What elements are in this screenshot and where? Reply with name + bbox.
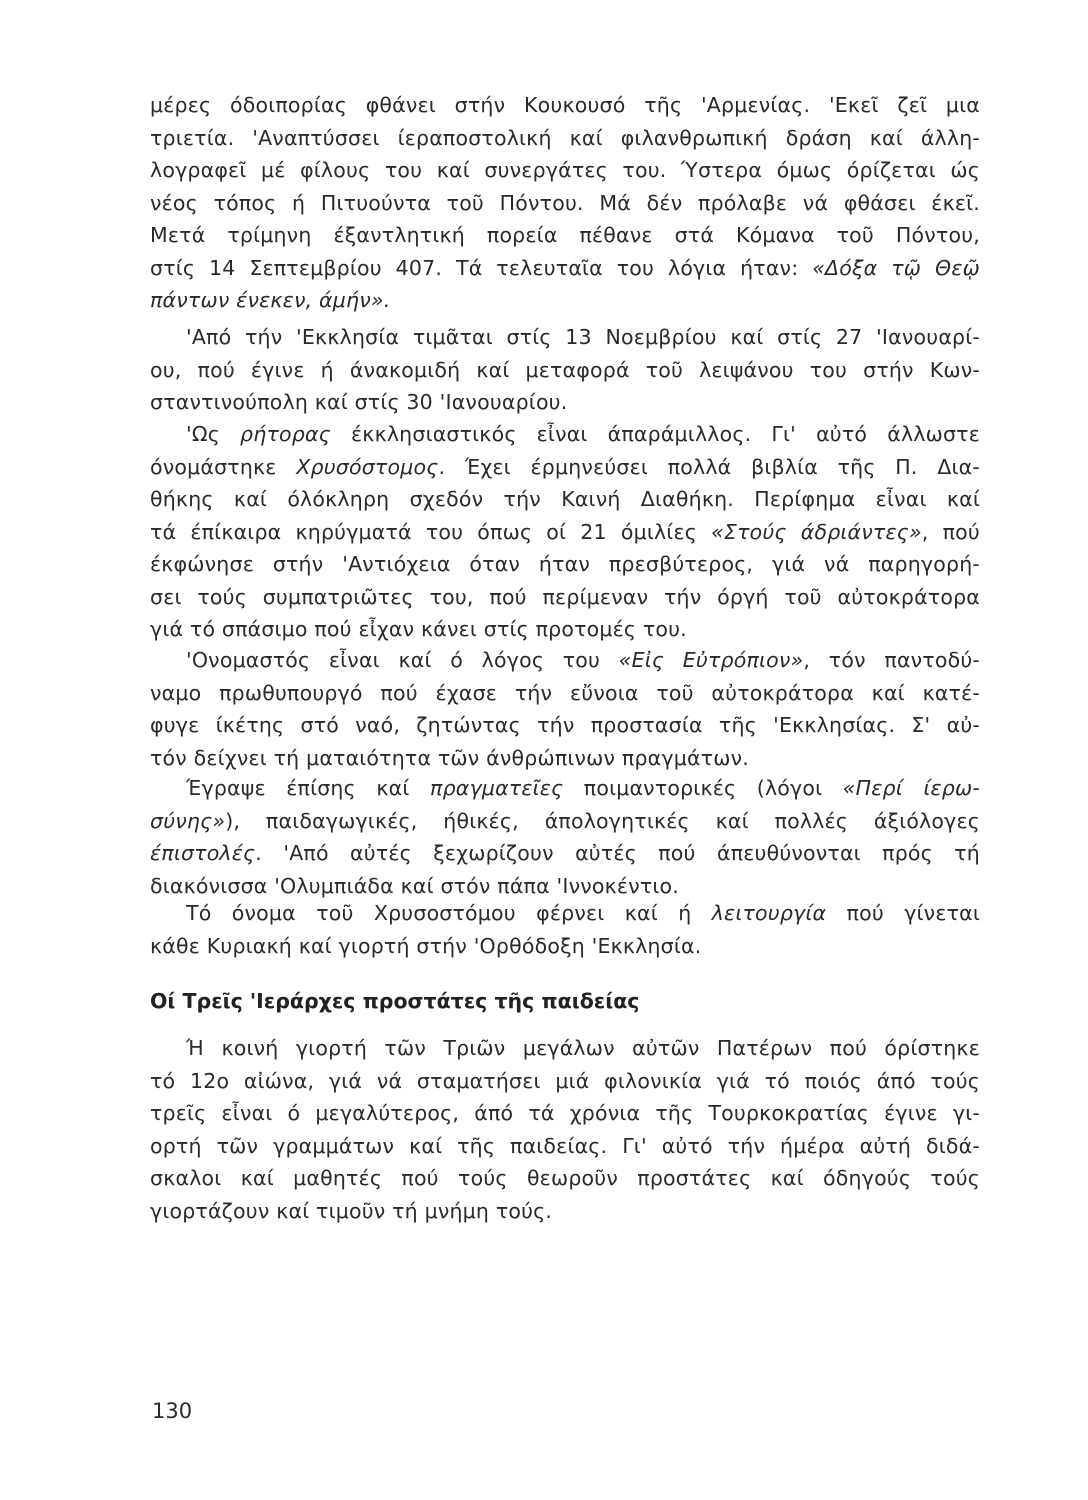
text-line: όνομάστηκε Χρυσόστομος. Έχει έρμηνεύσει πολλά βιβλία τῆς Π. Δια- — [150, 454, 980, 479]
text-line: τό 12ο αἰώνα, γιά νά σταματήσει μιά φιλονικία γιά τό ποιός άπό τούς — [150, 1068, 980, 1093]
text-line: ου, πού έγινε ή άνακομιδή καί μεταφορά τοῦ λειψάνου του στήν Κων- — [150, 357, 980, 382]
text-line: 'Ονομαστός εἶναι καί ό λόγος του «Εἰς Εὐτρόπιον», τόν παντοδύ- — [186, 648, 980, 672]
text-line: 'Από τήν 'Εκκλησία τιμᾶται στίς 13 Νοεμβρίου καί στίς 27 'Ιανουαρί- — [186, 325, 980, 349]
text-line: γιά τό σπάσιμο πού εἶχαν κάνει στίς προτομές του. — [150, 617, 687, 641]
text-line: Ή κοινή γιορτή τῶν Τριῶν μεγάλων αὐτῶν Πατέρων πού όρίστηκε — [186, 1036, 980, 1060]
text-line: διακόνισσα 'Ολυμπιάδα καί στόν πάπα 'Ιννοκέντιο. — [150, 873, 679, 898]
text-line: γιορτάζουν καί τιμοῦν τή μνήμη τούς. — [150, 1198, 553, 1223]
paragraph-liturgy — [150, 897, 980, 962]
text-line: φυγε ίκέτης στό ναό, ζητώντας τήν προστασία τῆς 'Εκκλησίας. Σ' αὐ- — [150, 713, 980, 737]
text-line: έπιστολές. 'Από αὐτές ξεχωρίζουν αὐτές πού άπευθύνονται πρός τή — [150, 841, 980, 865]
text-line: σταντινούπολη καί στίς 30 'Ιανουαρίου. — [150, 390, 568, 414]
text-line: μέρες όδοιπορίας φθάνει στήν Κουκουσό τῆς 'Αρμενίας. 'Εκεῖ ζεῖ μια — [150, 93, 980, 117]
text-line — [150, 284, 980, 317]
text-line: τριετία. 'Αναπτύσσει ίεραποστολική καί φιλανθρωπική δράση καί άλλη- — [150, 125, 980, 150]
text-line: τά έπίκαιρα κηρύγματά του όπως οί 21 όμιλίες «Στούς άδριάντες», πού — [150, 519, 980, 544]
text-line: Μετά τρίμηνη έξαντλητική πορεία πέθανε στά Κόμανα τοῦ Πόντου, — [150, 223, 980, 247]
section-heading: Οί Τρεῖς 'Ιεράρχες προστάτες τῆς παιδείας — [150, 989, 640, 1013]
text-line: κάθε Κυριακή καί γιορτή στήν 'Ορθόδοξη 'Εκκλησία. — [150, 933, 702, 958]
text-line: σύνης»), παιδαγωγικές, ήθικές, άπολογητικές καί πολλές άξιόλογες — [150, 808, 980, 833]
text-line: σκαλοι καί μαθητές πού τούς θεωροῦν προστάτες καί όδηγούς τούς — [150, 1166, 980, 1190]
text-line: τόν δείχνει τή ματαιότητα τῶν άνθρώπινων πραγμάτων. — [150, 745, 749, 770]
text-line: ναμο πρωθυπουργό πού έχασε τήν εὔνοια τοῦ αὐτοκράτορα καί κατέ- — [150, 680, 980, 705]
paragraph-eutropius — [150, 644, 980, 774]
paragraph-orator — [150, 418, 980, 646]
paragraph-chrysostom-exile — [150, 89, 980, 317]
paragraph-treatises — [150, 772, 980, 902]
text-line: Τό όνομα τοῦ Χρυσοστόμου φέρνει καί ή λειτουργία πού γίνεται — [186, 901, 980, 925]
text-line: λογραφεῖ μέ φίλους του καί συνεργάτες του. Ύστερα όμως όρίζεται ώς — [150, 158, 980, 182]
text-line: Έγραψε έπίσης καί πραγματεῖες ποιμαντορικές (λόγοι «Περί ίερω- — [186, 776, 980, 800]
paragraph-feast-days — [150, 321, 980, 419]
text-line: στίς 14 Σεπτεμβρίου 407. Τά τελευταῖα του λόγια ήταν: «Δόξα τῷ Θεῷ — [150, 255, 980, 280]
text-line: θήκης καί όλόκληρη σχεδόν τήν Καινή Διαθήκη. Περίφημα εἶναι καί — [150, 487, 980, 511]
text-line: έκφώνησε στήν 'Αντιόχεια όταν ήταν πρεσβύτερος, γιά νά παρηγορή- — [150, 552, 980, 576]
text-line: νέος τόπος ή Πιτυούντα τοῦ Πόντου. Μά δέν πρόλαβε νά φθάσει έκεῖ. — [150, 190, 980, 215]
quote-last-words-end: πάντων ένεκεν, άμήν». — [150, 288, 391, 312]
paragraph-three-hierarchs — [150, 1032, 980, 1227]
page-number: 130 — [152, 1399, 193, 1423]
text-line: ορτή τῶν γραμμάτων καί τῆς παιδείας. Γι' αὐτό τήν ήμέρα αὐτή διδά- — [150, 1133, 980, 1158]
text-line: τρεῖς εἶναι ό μεγαλύτερος, άπό τά χρόνια τῆς Τουρκοκρατίας έγινε γι- — [150, 1101, 980, 1125]
quote-last-words: «Δόξα τῷ Θεῷ — [812, 255, 980, 280]
text-line: σει τούς συμπατριῶτες του, πού περίμεναν τήν όργή τοῦ αὐτοκράτορα — [150, 584, 980, 609]
text-line: 'Ως ρήτορας έκκλησιαστικός εἶναι άπαράμιλλος. Γι' αὐτό άλλωστε — [186, 422, 981, 446]
